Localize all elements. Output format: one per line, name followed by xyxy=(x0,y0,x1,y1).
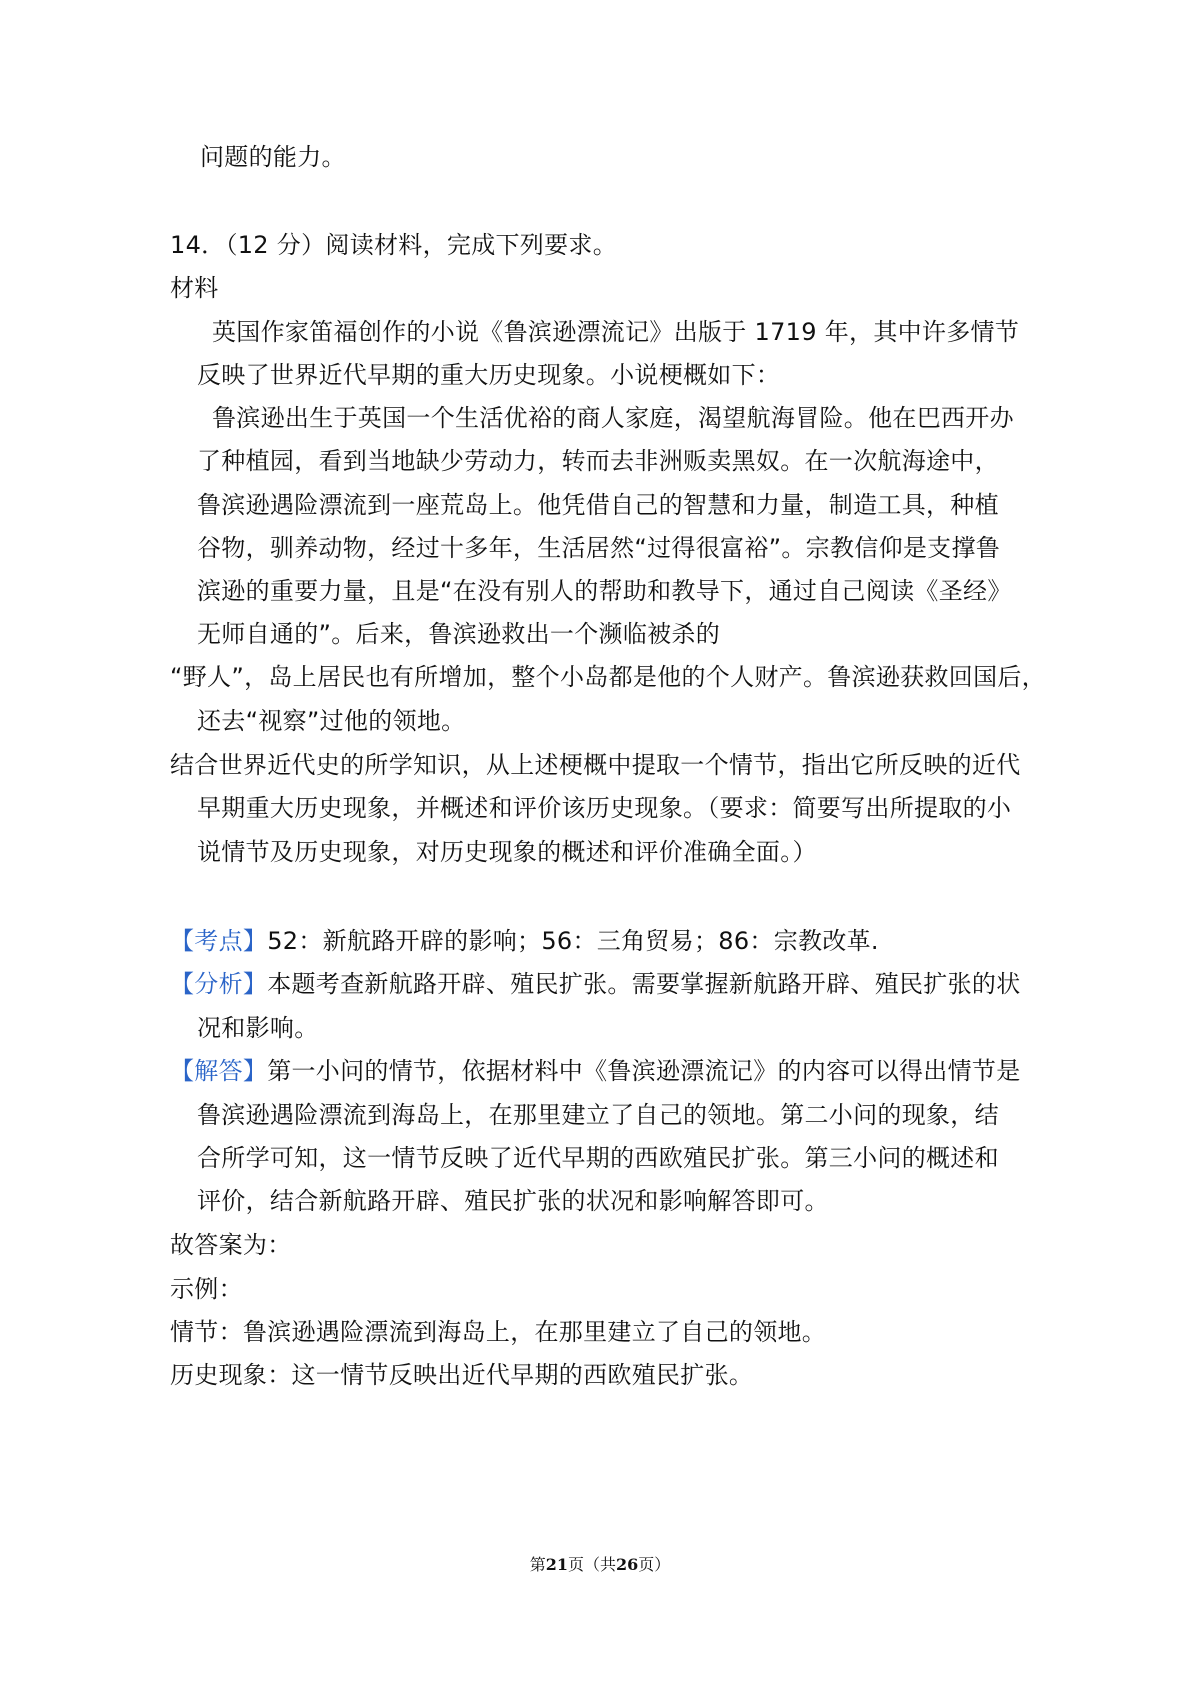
material-label: 材料 xyxy=(170,274,219,302)
answer-plot: 情节：鲁滨逊遇险漂流到海岛上，在那里建立了自己的领地。 xyxy=(170,1318,827,1346)
footer-suffix: 页） xyxy=(638,1555,671,1574)
requirement-line3: 说情节及历史现象，对历史现象的概述和评价准确全面。） xyxy=(197,838,817,866)
prev-answer-tail: 问题的能力。 xyxy=(200,143,346,171)
material-para2-line1: 鲁滨逊出生于英国一个生活优裕的商人家庭，渴望航海冒险。他在巴西开办 xyxy=(212,404,1014,432)
kaodian-tag: 【考点】 xyxy=(170,927,268,955)
footer-mid: 页（共 xyxy=(567,1555,616,1574)
jieda-line3: 合所学可知，这一情节反映了近代早期的西欧殖民扩张。第三小问的概述和 xyxy=(197,1144,999,1172)
material-para2-line6: 无师自通的”。后来，鲁滨逊救出一个濒临被杀的 xyxy=(197,620,721,648)
jieda-line1 xyxy=(170,1054,1021,1088)
jieda-line4: 评价，结合新航路开辟、殖民扩张的状况和影响解答即可。 xyxy=(197,1187,829,1215)
answer-phenomenon: 历史现象：这一情节反映出近代早期的西欧殖民扩张。 xyxy=(170,1361,754,1389)
fenxi-line1 xyxy=(170,967,1021,1001)
material-para2-line7: “野人”，岛上居民也有所增加，整个小岛都是他的个人财产。鲁滨逊获救回国后， xyxy=(170,663,1046,691)
jieda-line2: 鲁滨逊遇险漂流到海岛上，在那里建立了自己的领地。第二小问的现象，结 xyxy=(197,1101,999,1129)
footer-prefix: 第 xyxy=(529,1555,546,1574)
requirement-line1: 结合世界近代史的所学知识，从上述梗概中提取一个情节，指出它所反映的近代 xyxy=(170,751,1021,779)
footer-total-pages: 26 xyxy=(616,1555,639,1574)
material-para2-line2: 了种植园，看到当地缺少劳动力，转而去非洲贩卖黑奴。在一次航海途中， xyxy=(197,447,999,475)
page-footer xyxy=(0,1552,1200,1575)
material-para1-line1: 英国作家笛福创作的小说《鲁滨逊漂流记》出版于 1719 年，其中许多情节 xyxy=(212,318,1020,346)
kaodian-line xyxy=(170,924,879,958)
answer-intro: 故答案为： xyxy=(170,1231,292,1259)
fenxi-text: 本题考查新航路开辟、殖民扩张。需要掌握新航路开辟、殖民扩张的状 xyxy=(267,970,1021,998)
jieda-tag: 【解答】 xyxy=(170,1057,268,1085)
material-para2-line5: 滨逊的重要力量，且是“在没有别人的帮助和教导下，通过自己阅读《圣经》 xyxy=(197,577,1012,605)
kaodian-text: 52：新航路开辟的影响；56：三角贸易；86：宗教改革. xyxy=(267,927,879,955)
answer-example-label: 示例： xyxy=(170,1275,243,1303)
fenxi-line2: 况和影响。 xyxy=(197,1014,319,1042)
question-header: 14．（12 分）阅读材料，完成下列要求。 xyxy=(170,231,618,259)
footer-page-number: 21 xyxy=(545,1555,568,1574)
fenxi-tag: 【分析】 xyxy=(170,970,268,998)
material-para2-line4: 谷物，驯养动物，经过十多年，生活居然“过得很富裕”。宗教信仰是支撑鲁 xyxy=(197,534,1001,562)
material-para1-line2: 反映了世界近代早期的重大历史现象。小说梗概如下： xyxy=(197,361,781,389)
material-para2-line8: 还去“视察”过他的领地。 xyxy=(197,707,466,735)
requirement-line2: 早期重大历史现象，并概述和评价该历史现象。（要求：简要写出所提取的小 xyxy=(197,794,1012,822)
material-para2-line3: 鲁滨逊遇险漂流到一座荒岛上。他凭借自己的智慧和力量，制造工具，种植 xyxy=(197,491,999,519)
jieda-text: 第一小问的情节，依据材料中《鲁滨逊漂流记》的内容可以得出情节是 xyxy=(267,1057,1021,1085)
